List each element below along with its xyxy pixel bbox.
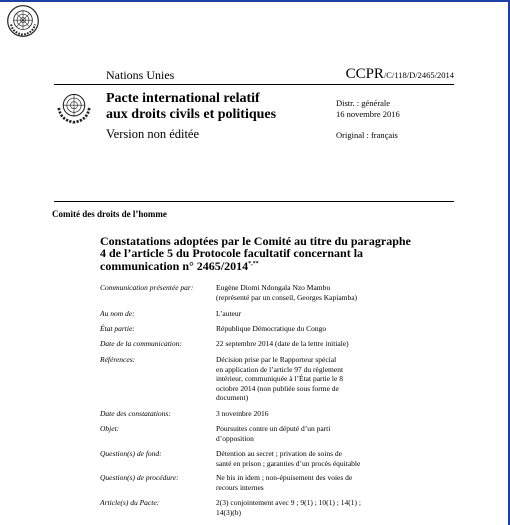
value-line: 14(3)(b)	[216, 507, 241, 517]
value-line: octobre 2014 (non publiée sous forme de	[216, 383, 339, 393]
decision-heading	[100, 236, 420, 273]
field-label: Date des constatations:	[100, 409, 171, 418]
committee-name: Comité des droits de l’homme	[52, 209, 167, 219]
footnote-marks: *,**	[248, 261, 259, 267]
un-emblem-logo	[56, 90, 92, 124]
un-emblem-top-logo	[6, 4, 40, 38]
header-rule	[54, 84, 454, 85]
value-line: Détention au secret ; privation de soins de	[216, 449, 343, 458]
field-label: Date de la communication:	[100, 339, 182, 348]
field-label: Au nom de:	[100, 309, 135, 318]
symbol-suffix: /C/118/D/2465/2014	[383, 70, 454, 80]
field-value	[216, 424, 416, 443]
value-line: (représenté par un conseil, Georges Kapiamba)	[216, 292, 358, 302]
field-value	[216, 309, 416, 319]
value-line: L’auteur	[216, 309, 242, 318]
heading-line-3-text: communication n° 2465/2014	[100, 259, 249, 273]
value-line: santé en prison ; garanties d’un procès équitable	[216, 458, 361, 468]
value-line: Décision prise par le Rapporteur spécial	[216, 355, 337, 364]
distr-label: Distr. : générale	[336, 98, 391, 108]
field-label: Références:	[100, 355, 136, 364]
field-label: Question(s) de fond:	[100, 449, 162, 458]
value-line: Eugène Diomi Ndongala Nzo Mambu	[216, 283, 331, 292]
title-line-1: Pacte international relatif	[106, 91, 260, 106]
field-label: Article(s) du Pacte:	[100, 498, 160, 507]
version-label: Version non éditée	[106, 127, 200, 141]
value-line: recours internes	[216, 482, 264, 492]
value-line: République Démocratique du Congo	[216, 324, 327, 333]
value-line: document)	[216, 393, 249, 402]
value-line: en application de l’article 97 du règlement	[216, 364, 344, 374]
field-value	[216, 324, 416, 334]
field-value	[216, 473, 416, 492]
value-line: 2(3) conjointement avec 9 ; 9(1) ; 10(1) ; 14(1) ;	[216, 498, 361, 507]
org-name: Nations Unies	[106, 68, 175, 82]
value-line: Poursuites contre un député d’un parti	[216, 424, 331, 433]
field-value	[216, 449, 416, 468]
heading-line-2: 4 de l’article 5 du Protocole facultatif concernant la	[100, 245, 364, 260]
symbol-prefix: CCPR	[345, 66, 384, 82]
section-rule	[54, 201, 454, 202]
original-language: Original : français	[336, 130, 398, 140]
value-line: d’opposition	[216, 433, 254, 443]
document-symbol	[346, 66, 454, 83]
title-line-2: aux droits civils et politiques	[106, 107, 277, 122]
value-line: 22 septembre 2014 (date de la lettre initiale)	[216, 339, 349, 348]
field-value	[216, 409, 416, 419]
document-date: 16 novembre 2016	[336, 109, 400, 119]
value-line: 3 novembre 2016	[216, 409, 269, 418]
heading-line-3	[100, 259, 420, 273]
value-line: Ne bis in idem ; non-épuisement des voies de	[216, 473, 353, 482]
field-label: État partie:	[100, 324, 135, 333]
value-line: intérieur, communiquée à l’État partie le 8	[216, 374, 343, 383]
document-title	[106, 91, 276, 123]
field-label: Question(s) de procédure:	[100, 473, 179, 482]
distribution-block	[336, 98, 400, 141]
field-label: Objet:	[100, 424, 120, 433]
field-value	[216, 339, 416, 349]
field-label: Communication présentée par:	[100, 283, 194, 292]
field-value	[216, 283, 416, 302]
heading-line-1: Constatations adoptées par le Comité au titre du paragraphe	[100, 234, 411, 248]
field-value	[216, 498, 416, 517]
field-value	[216, 355, 416, 403]
